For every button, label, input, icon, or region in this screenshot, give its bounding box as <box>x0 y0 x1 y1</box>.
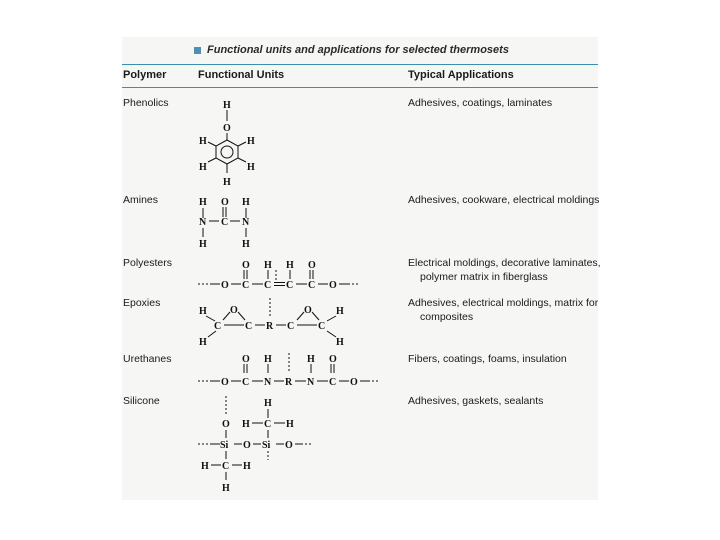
atom-h: H <box>223 100 231 111</box>
app-line: Fibers, coatings, foams, insulation <box>408 353 567 365</box>
atom-c: C <box>264 280 272 291</box>
atom-c: C <box>264 419 272 430</box>
atom-h: H <box>286 260 294 271</box>
atom-c: C <box>329 377 337 388</box>
atom-h: H <box>242 197 250 208</box>
atom-o: O <box>308 260 316 271</box>
polymer-urethanes: Urethanes <box>123 353 172 365</box>
app-line: Adhesives, electrical moldings, matrix for <box>408 297 599 309</box>
atom-h: H <box>242 239 250 250</box>
app-line: Adhesives, cookware, electrical moldings <box>408 194 600 206</box>
atom-h: H <box>242 419 250 430</box>
header-typical-applications: Typical Applications <box>408 69 514 81</box>
atom-h: H <box>199 306 207 317</box>
atom-o: O <box>243 440 251 451</box>
atom-h: H <box>336 306 344 317</box>
atom-h: H <box>222 483 230 494</box>
atom-r: R <box>266 321 274 332</box>
app-polyesters <box>408 256 603 284</box>
atom-h: H <box>243 461 251 472</box>
atom-o: O <box>242 260 250 271</box>
app-line: Electrical moldings, decorative laminates, <box>408 257 601 269</box>
atom-c: C <box>308 280 316 291</box>
atom-h: H <box>199 136 207 147</box>
atom-c: C <box>245 321 253 332</box>
silicone-structure <box>196 394 326 494</box>
atom-h: H <box>201 461 209 472</box>
atom-o: O <box>242 354 250 365</box>
caption-text: Functional units and applications for selected thermosets <box>207 44 509 56</box>
atom-h: H <box>264 354 272 365</box>
atom-o: O <box>222 419 230 430</box>
app-amines <box>408 193 603 207</box>
atom-si: Si <box>220 440 229 451</box>
polymer-epoxies: Epoxies <box>123 297 161 309</box>
atom-o: O <box>329 354 337 365</box>
amine-structure <box>196 192 266 252</box>
atom-h: H <box>199 162 207 173</box>
atom-r: R <box>285 377 293 388</box>
urethane-structure <box>196 350 396 392</box>
atom-o: O <box>304 305 312 316</box>
atom-c: C <box>242 377 250 388</box>
atom-h: H <box>247 162 255 173</box>
atom-h: H <box>336 337 344 348</box>
atom-o: O <box>285 440 293 451</box>
table-caption <box>194 44 509 56</box>
atom-o: O <box>221 197 229 208</box>
atom-c: C <box>214 321 222 332</box>
atom-si: Si <box>262 440 271 451</box>
atom-c: C <box>221 217 229 228</box>
atom-n: N <box>307 377 315 388</box>
atom-n: N <box>264 377 272 388</box>
header-rule-top <box>122 64 598 65</box>
atom-o: O <box>329 280 337 291</box>
polymer-silicone: Silicone <box>123 395 160 407</box>
epoxy-structure <box>196 296 366 348</box>
atom-o: O <box>230 305 238 316</box>
header-functional-units: Functional Units <box>198 69 285 81</box>
atom-c: C <box>287 321 295 332</box>
polymer-polyesters: Polyesters <box>123 257 173 269</box>
atom-n: N <box>199 217 207 228</box>
app-line: composites <box>420 311 474 323</box>
app-phenolics <box>408 96 603 110</box>
atom-h: H <box>286 419 294 430</box>
app-silicone <box>408 394 603 408</box>
atom-h: H <box>199 197 207 208</box>
atom-h: H <box>264 260 272 271</box>
atom-h: H <box>199 337 207 348</box>
square-bullet-icon <box>194 47 201 54</box>
atom-o: O <box>223 123 231 134</box>
app-line: Adhesives, gaskets, sealants <box>408 395 544 407</box>
atom-h: H <box>199 239 207 250</box>
atom-h: H <box>264 398 272 409</box>
app-line: polymer matrix in fiberglass <box>420 271 548 283</box>
app-line: Adhesives, coatings, laminates <box>408 97 553 109</box>
atom-n: N <box>242 217 250 228</box>
app-urethanes <box>408 352 603 366</box>
atom-c: C <box>286 280 294 291</box>
polymer-phenolics: Phenolics <box>123 97 169 109</box>
phenol-structure <box>190 96 270 192</box>
polymer-amines: Amines <box>123 194 159 206</box>
header-polymer: Polymer <box>123 69 167 81</box>
atom-h: H <box>247 136 255 147</box>
atom-h: H <box>307 354 315 365</box>
polyester-structure <box>196 256 386 296</box>
atom-c: C <box>242 280 250 291</box>
atom-c: C <box>318 321 326 332</box>
app-epoxies <box>408 296 603 324</box>
atom-o: O <box>221 377 229 388</box>
atom-c: C <box>222 461 230 472</box>
header-rule-bottom <box>122 87 598 88</box>
atom-o: O <box>350 377 358 388</box>
atom-h: H <box>223 177 231 188</box>
atom-o: O <box>221 280 229 291</box>
